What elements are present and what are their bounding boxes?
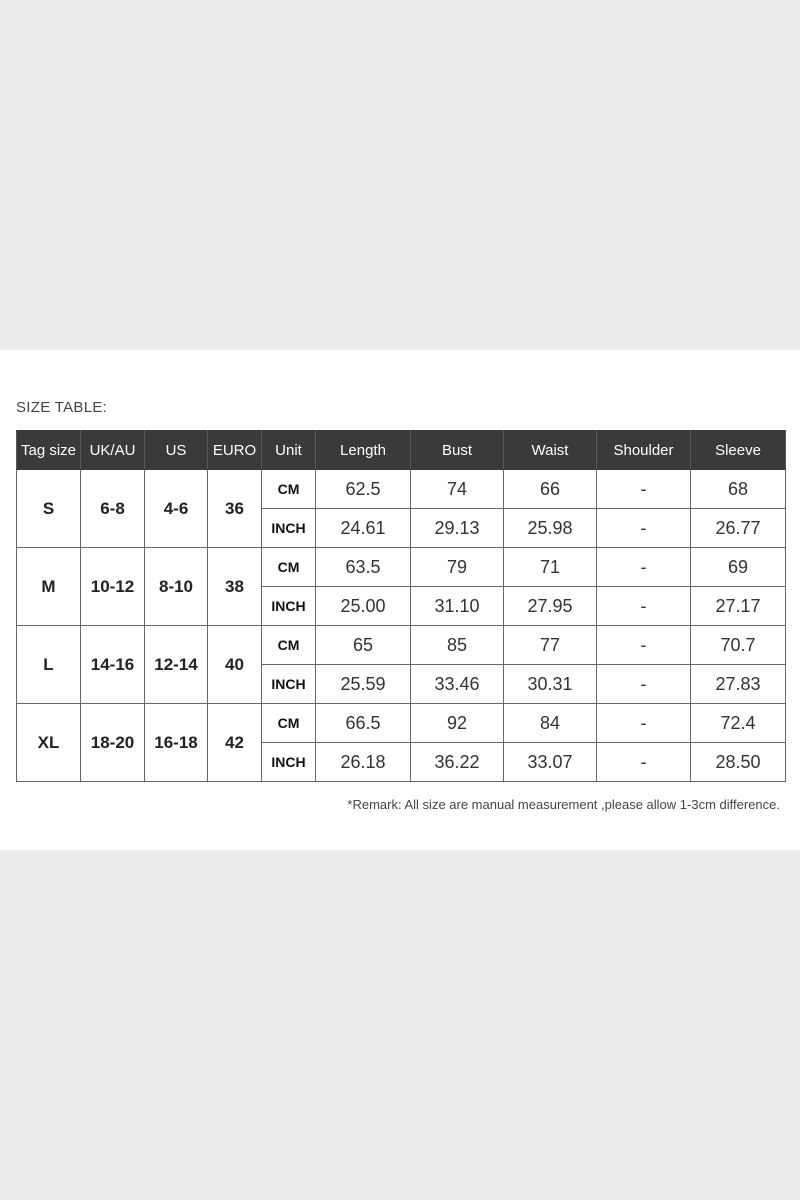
- euro-cell: 36: [208, 470, 262, 548]
- table-row: [17, 548, 786, 587]
- table-row: [17, 626, 786, 665]
- length-cell: 65: [316, 626, 411, 665]
- tag-size-cell: M: [17, 548, 81, 626]
- unit-cell: INCH: [262, 665, 316, 704]
- unit-cell: CM: [262, 626, 316, 665]
- sleeve-cell: 69: [691, 548, 786, 587]
- waist-cell: 27.95: [504, 587, 597, 626]
- waist-cell: 66: [504, 470, 597, 509]
- header-shoulder: Shoulder: [597, 431, 691, 470]
- header-uk-au: UK/AU: [81, 431, 145, 470]
- bust-cell: 74: [411, 470, 504, 509]
- euro-cell: 40: [208, 626, 262, 704]
- header-euro: EURO: [208, 431, 262, 470]
- table-header-row: [17, 431, 786, 470]
- tag-size-cell: XL: [17, 704, 81, 782]
- unit-cell: INCH: [262, 587, 316, 626]
- shoulder-cell: -: [597, 587, 691, 626]
- us-cell: 16-18: [145, 704, 208, 782]
- header-us: US: [145, 431, 208, 470]
- waist-cell: 25.98: [504, 509, 597, 548]
- sleeve-cell: 72.4: [691, 704, 786, 743]
- length-cell: 63.5: [316, 548, 411, 587]
- unit-cell: CM: [262, 470, 316, 509]
- bust-cell: 29.13: [411, 509, 504, 548]
- size-table: [16, 430, 786, 782]
- bust-cell: 31.10: [411, 587, 504, 626]
- shoulder-cell: -: [597, 626, 691, 665]
- tag-size-cell: S: [17, 470, 81, 548]
- bust-cell: 85: [411, 626, 504, 665]
- shoulder-cell: -: [597, 704, 691, 743]
- size-chart-panel: [0, 350, 800, 850]
- uk-au-cell: 18-20: [81, 704, 145, 782]
- uk-au-cell: 10-12: [81, 548, 145, 626]
- table-row: [17, 704, 786, 743]
- shoulder-cell: -: [597, 470, 691, 509]
- bust-cell: 36.22: [411, 743, 504, 782]
- uk-au-cell: 14-16: [81, 626, 145, 704]
- us-cell: 4-6: [145, 470, 208, 548]
- remark-note: *Remark: All size are manual measurement ,please allow 1-3cm difference.: [347, 797, 780, 812]
- header-waist: Waist: [504, 431, 597, 470]
- waist-cell: 84: [504, 704, 597, 743]
- sleeve-cell: 68: [691, 470, 786, 509]
- length-cell: 62.5: [316, 470, 411, 509]
- shoulder-cell: -: [597, 548, 691, 587]
- size-table-title: SIZE TABLE:: [16, 399, 108, 416]
- sleeve-cell: 28.50: [691, 743, 786, 782]
- tag-size-cell: L: [17, 626, 81, 704]
- shoulder-cell: -: [597, 743, 691, 782]
- waist-cell: 33.07: [504, 743, 597, 782]
- unit-cell: CM: [262, 704, 316, 743]
- waist-cell: 71: [504, 548, 597, 587]
- bust-cell: 33.46: [411, 665, 504, 704]
- euro-cell: 38: [208, 548, 262, 626]
- table-row: [17, 470, 786, 509]
- length-cell: 25.00: [316, 587, 411, 626]
- us-cell: 12-14: [145, 626, 208, 704]
- bust-cell: 79: [411, 548, 504, 587]
- sleeve-cell: 27.83: [691, 665, 786, 704]
- header-sleeve: Sleeve: [691, 431, 786, 470]
- length-cell: 66.5: [316, 704, 411, 743]
- sleeve-cell: 27.17: [691, 587, 786, 626]
- length-cell: 26.18: [316, 743, 411, 782]
- shoulder-cell: -: [597, 509, 691, 548]
- length-cell: 25.59: [316, 665, 411, 704]
- unit-cell: INCH: [262, 509, 316, 548]
- unit-cell: INCH: [262, 743, 316, 782]
- sleeve-cell: 70.7: [691, 626, 786, 665]
- waist-cell: 30.31: [504, 665, 597, 704]
- header-unit: Unit: [262, 431, 316, 470]
- uk-au-cell: 6-8: [81, 470, 145, 548]
- header-tag-size: Tag size: [17, 431, 81, 470]
- sleeve-cell: 26.77: [691, 509, 786, 548]
- unit-cell: CM: [262, 548, 316, 587]
- header-length: Length: [316, 431, 411, 470]
- shoulder-cell: -: [597, 665, 691, 704]
- header-bust: Bust: [411, 431, 504, 470]
- euro-cell: 42: [208, 704, 262, 782]
- us-cell: 8-10: [145, 548, 208, 626]
- bust-cell: 92: [411, 704, 504, 743]
- length-cell: 24.61: [316, 509, 411, 548]
- waist-cell: 77: [504, 626, 597, 665]
